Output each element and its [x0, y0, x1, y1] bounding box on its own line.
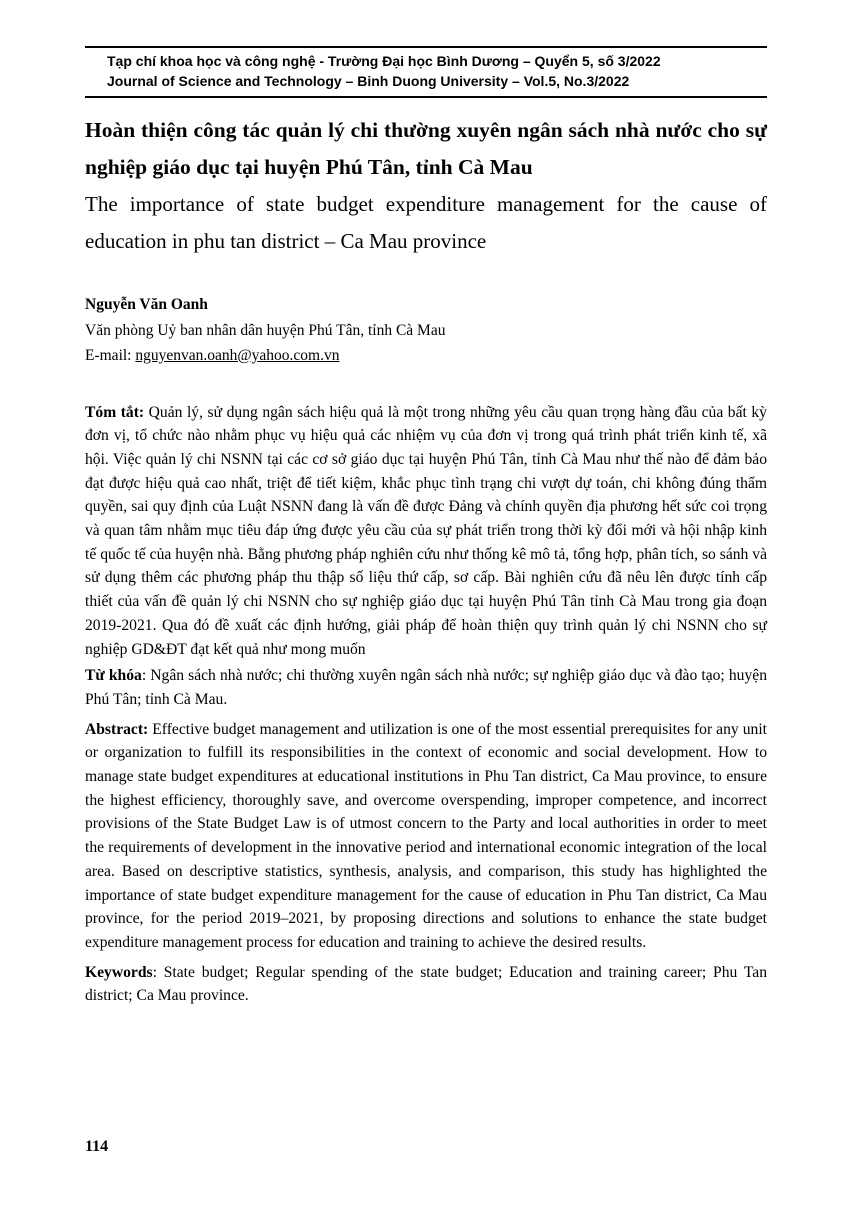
author-affiliation: Văn phòng Uỷ ban nhân dân huyện Phú Tân, tỉnh Cà Mau	[85, 321, 446, 339]
abstract-section	[85, 401, 767, 1009]
author-email-line	[85, 343, 767, 369]
journal-header-line2: Journal of Science and Technology – Binh Duong University – Vol.5, No.3/2022	[107, 73, 630, 89]
abstract-vietnamese	[85, 401, 767, 662]
paper-content	[0, 46, 852, 1008]
journal-header-line1: Tạp chí khoa học và công nghệ - Trường Đại học Bình Dương – Quyển 5, số 3/2022	[107, 53, 661, 69]
abstract-vietnamese-text: Quản lý, sử dụng ngân sách hiệu quả là một trong những yêu cầu quan trọng hàng đầu của bất kỳ đơn vị, tổ chức nào nhằm phục vụ hiệu quả các nhiệm vụ của đơn vị trong quá trình phát triển kinh tế, xã hội. Việc quản lý chi NSNN tại các cơ sở giáo dục tại huyện Phú Tân, tỉnh Cà Mau như thế nào để đảm bảo đạt được hiệu quả cao nhất, triệt để tiết kiệm, khắc phục tình trạng chi vượt dự toán, chi không đúng thẩm quyền, sai quy định của Luật NSNN đang là vấn đề được Đảng và chính quyền địa phương hết sức coi trọng và quan tâm nhằm mục tiêu đáp ứng được yêu cầu của sự phát triển trong thời kỳ đổi mới và hội nhập kinh tế quốc tế của huyện nhà. Bằng phương pháp nghiên cứu như thống kê mô tả, tổng hợp, phân tích, so sánh và sử dụng thêm các phương pháp thu thập số liệu thứ cấp, sơ cấp. Bài nghiên cứu đã nêu lên được tính cấp thiết của vấn đề quản lý chi NSNN cho sự nghiệp giáo dục tại huyện Phú Tân tỉnh Cà Mau trong gia đoạn 2019-2021. Qua đó đề xuất các định hướng, giải pháp để hoàn thiện quy trình quản lý chi NSNN cho sự nghiệp GD&ĐT đạt kết quả như mong muốn	[85, 403, 767, 658]
abstract-english-label: Abstract:	[85, 720, 149, 738]
page-number: 114	[85, 1138, 109, 1155]
keywords-vietnamese	[85, 664, 767, 711]
journal-header	[85, 46, 767, 98]
paper-title-vietnamese: Hoàn thiện công tác quản lý chi thường xuyên ngân sách nhà nước cho sự nghiệp giáo dục tại huyện Phú Tân, tỉnh Cà Mau	[85, 118, 767, 179]
keywords-english-label: Keywords	[85, 963, 153, 981]
email-link[interactable]: nguyenvan.oanh@yahoo.com.vn	[135, 347, 340, 364]
keywords-english	[85, 961, 767, 1008]
keywords-vietnamese-text: : Ngân sách nhà nước; chi thường xuyên ngân sách nhà nước; sự nghiệp giáo dục và đào tạo; huyện Phú Tân; tỉnh Cà Mau.	[85, 667, 767, 708]
author-name: Nguyễn Văn Oanh	[85, 296, 208, 313]
paper-title-english: The importance of state budget expenditure management for the cause of education in phu tan district – Ca Mau province	[85, 192, 767, 253]
email-label: E-mail:	[85, 347, 136, 364]
author-block	[85, 292, 767, 369]
abstract-vietnamese-label: Tóm tắt:	[85, 403, 145, 421]
abstract-english-text: Effective budget management and utilization is one of the most essential prerequisites for any unit or organization to fulfill its responsibilities in the context of economic and social development. How to manage state budget expenditures at educational institutions in Phu Tan district, Ca Mau province, to ensure the highest efficiency, thoroughly save, and overcome overspending, improper competence, and incorrect provisions of the State Budget Law is of utmost concern to the Party and local authorities in order to meet the requirements of development in the innovative period and international economic integration of the local area. Based on descriptive statistics, synthesis, analysis, and comparison, this study has highlighted the importance of state budget expenditure management for the cause of education in Phu Tan district, Ca Mau province, for the period 2019–2021, by proposing directions and solutions to enhance the state budget expenditure management process for education and training to achieve the desired results.	[85, 720, 767, 951]
abstract-english	[85, 718, 767, 955]
keywords-vietnamese-label: Từ khóa	[85, 667, 142, 685]
keywords-english-text: : State budget; Regular spending of the state budget; Education and training career; Phu Tan district; Ca Mau province.	[85, 963, 767, 1005]
